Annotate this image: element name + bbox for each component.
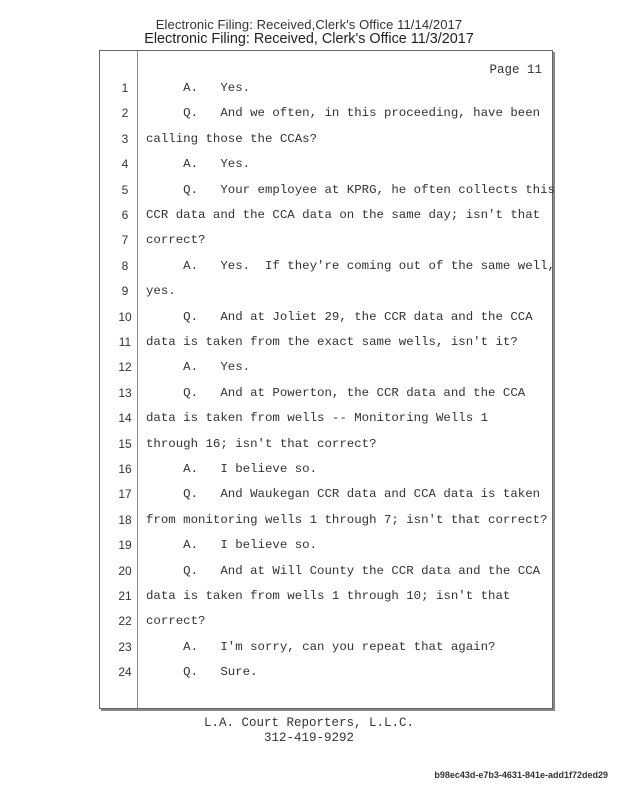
line-number: 18 [118, 513, 132, 527]
line-number: 17 [118, 487, 132, 501]
transcript-line-text: A. Yes. [146, 81, 251, 95]
transcript-line-text: A. Yes. [146, 360, 251, 374]
transcript-line-text: Q. And we often, in this proceeding, have been [146, 106, 541, 120]
document-hash: b98ec43d-e7b3-4631-841e-add1f72ded29 [434, 770, 608, 780]
line-number: 16 [118, 462, 132, 476]
line-number: 11 [118, 335, 132, 349]
transcript-line-text: calling those the CCAs? [146, 132, 318, 146]
transcript-line-text: yes. [146, 284, 176, 298]
transcript-line-text: through 16; isn't that correct? [146, 437, 377, 451]
court-reporter-name: L.A. Court Reporters, L.L.C. [203, 716, 415, 730]
line-number: 24 [118, 665, 132, 679]
page-number: Page 11 [489, 63, 542, 77]
transcript-line-text: Q. Sure. [146, 665, 258, 679]
line-number: 22 [118, 614, 132, 628]
transcript-line-text: Q. And Waukegan CCR data and CCA data is taken [146, 487, 541, 501]
line-number: 1 [121, 81, 129, 95]
transcript-line-text: CCR data and the CCA data on the same day; isn't that [146, 208, 541, 222]
line-number: 19 [118, 538, 132, 552]
line-number: 4 [121, 157, 129, 171]
transcript-line-text: data is taken from wells 1 through 10; isn't that [146, 589, 511, 603]
transcript-line-text: Q. And at Joliet 29, the CCR data and the CCA [146, 310, 533, 324]
transcript-line-text: Q. And at Powerton, the CCR data and the CCA [146, 386, 526, 400]
line-number: 2 [121, 106, 129, 120]
transcript-line-text: correct? [146, 614, 206, 628]
line-number: 8 [121, 259, 129, 273]
line-number: 9 [121, 284, 129, 298]
transcript-line-text: A. Yes. [146, 157, 251, 171]
line-number: 13 [118, 386, 132, 400]
transcript-page-frame [99, 50, 553, 709]
transcript-line-text: correct? [146, 233, 206, 247]
transcript-line-text: from monitoring wells 1 through 7; isn't that correct? [146, 513, 548, 527]
transcript-line-text: A. Yes. If they're coming out of the same well, [146, 259, 555, 273]
line-number: 6 [121, 208, 129, 222]
line-number: 15 [118, 437, 132, 451]
transcript-line-text: Q. And at Will County the CCR data and the CCA [146, 564, 541, 578]
transcript-line-text: data is taken from wells -- Monitoring Wells 1 [146, 411, 489, 425]
filing-stamp-secondary: Electronic Filing: Received, Clerk's Office 11/3/2017 [144, 30, 474, 47]
transcript-line-text: A. I believe so. [146, 462, 318, 476]
line-number: 14 [118, 411, 132, 425]
line-number: 12 [118, 360, 132, 374]
filing-stamp-primary: Electronic Filing: Received,Clerk's Office 11/14/2017 [155, 17, 463, 32]
line-number: 7 [121, 233, 129, 247]
transcript-line-text: A. I'm sorry, can you repeat that again? [146, 640, 496, 654]
court-reporter-phone: 312-419-9292 [263, 731, 354, 745]
line-number: 21 [118, 589, 132, 603]
transcript-line-text: Q. Your employee at KPRG, he often collects this [146, 183, 555, 197]
line-number: 5 [121, 183, 129, 197]
line-number-gutter [102, 51, 138, 708]
transcript-line-text: A. I believe so. [146, 538, 318, 552]
line-number: 20 [118, 564, 132, 578]
line-number: 3 [121, 132, 129, 146]
line-number: 10 [118, 310, 132, 324]
line-number: 23 [118, 640, 132, 654]
transcript-line-text: data is taken from the exact same wells, isn't it? [146, 335, 518, 349]
